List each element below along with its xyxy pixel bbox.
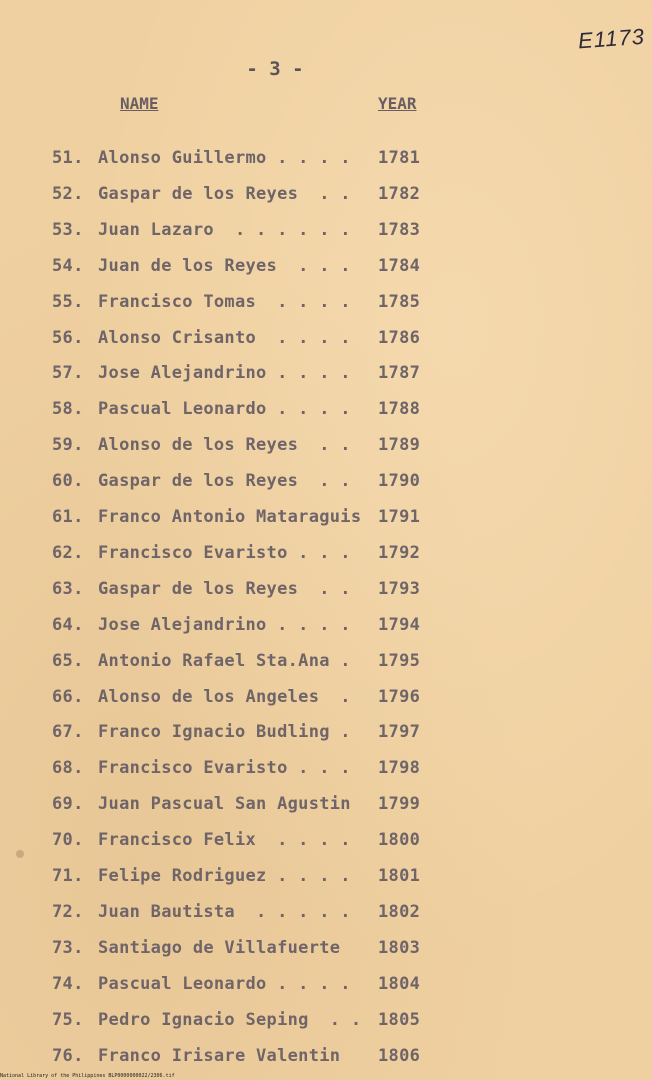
entry-number: 71. bbox=[52, 866, 84, 886]
entry-year: 1798 bbox=[378, 758, 421, 779]
list-item bbox=[52, 615, 442, 639]
entry-number: 63. bbox=[52, 578, 84, 599]
entry-number: 62. bbox=[52, 542, 84, 563]
entry-number: 54. bbox=[52, 255, 84, 276]
list-item bbox=[52, 292, 442, 316]
entry-year: 1802 bbox=[378, 901, 421, 922]
entry-year: 1785 bbox=[378, 291, 421, 312]
entry-number: 64. bbox=[52, 614, 84, 635]
list-item bbox=[52, 758, 442, 782]
entry-name: Francisco Evaristo . . . bbox=[98, 542, 351, 563]
entry-number: 65. bbox=[52, 650, 84, 671]
entry-number: 51. bbox=[52, 148, 84, 168]
entry-year: 1783 bbox=[378, 219, 421, 240]
entry-number: 60. bbox=[52, 471, 84, 492]
entry-year: 1804 bbox=[378, 973, 421, 994]
list-item bbox=[52, 256, 442, 280]
entry-name: Francisco Tomas . . . . bbox=[98, 291, 351, 312]
entry-name: Franco Irisare Valentin bbox=[98, 1045, 351, 1066]
list-item bbox=[52, 1046, 442, 1070]
entry-name: Felipe Rodriguez . . . . bbox=[98, 866, 351, 886]
list-item bbox=[52, 830, 442, 854]
entry-year: 1789 bbox=[378, 435, 421, 456]
entry-name: Gaspar de los Reyes . . bbox=[98, 578, 351, 599]
list-item bbox=[52, 328, 442, 352]
entry-name: Juan Bautista . . . . . bbox=[98, 901, 351, 922]
footer-source-line: National Library of the Philippines BLP0000000022/2306.tif bbox=[0, 1073, 175, 1079]
entry-year: 1792 bbox=[378, 542, 421, 563]
entry-number: 59. bbox=[52, 435, 84, 456]
entry-number: 76. bbox=[52, 1045, 84, 1066]
column-header-year: YEAR bbox=[378, 94, 417, 113]
entry-name: Pascual Leonardo . . . . bbox=[98, 399, 351, 420]
entry-name: Alonso Guillermo . . . . bbox=[98, 148, 351, 168]
entry-name: Juan de los Reyes . . . bbox=[98, 255, 351, 276]
paper-speck bbox=[16, 850, 24, 858]
entry-year: 1788 bbox=[378, 399, 421, 420]
archive-reference-number: E1173 bbox=[577, 23, 646, 54]
entry-name: Jose Alejandrino . . . . bbox=[98, 614, 351, 635]
list-item bbox=[52, 687, 442, 711]
entry-name: Francisco Evaristo . . . bbox=[98, 758, 351, 779]
list-item bbox=[52, 794, 442, 818]
list-item bbox=[52, 543, 442, 567]
entry-name: Jose Alejandrino . . . . bbox=[98, 363, 351, 384]
entry-year: 1803 bbox=[378, 937, 421, 958]
list-item bbox=[52, 938, 442, 962]
list-item bbox=[52, 184, 442, 208]
column-header-name: NAME bbox=[120, 94, 159, 113]
entry-number: 69. bbox=[52, 794, 84, 815]
entry-number: 57. bbox=[52, 363, 84, 384]
entry-number: 72. bbox=[52, 901, 84, 922]
entry-name: Gaspar de los Reyes . . bbox=[98, 183, 351, 204]
entry-number: 58. bbox=[52, 399, 84, 420]
entry-year: 1784 bbox=[378, 255, 421, 276]
entry-number: 55. bbox=[52, 291, 84, 312]
entry-name: Santiago de Villafuerte bbox=[98, 937, 351, 958]
entry-number: 68. bbox=[52, 758, 84, 779]
entry-name: Franco Antonio Mataraguis bbox=[98, 507, 362, 527]
entry-year: 1795 bbox=[378, 650, 421, 671]
entry-year: 1800 bbox=[378, 830, 421, 851]
entry-year: 1791 bbox=[378, 507, 421, 527]
entry-number: 61. bbox=[52, 507, 84, 527]
list-item bbox=[52, 1010, 442, 1034]
entry-year: 1799 bbox=[378, 794, 421, 815]
list-item bbox=[52, 363, 442, 387]
list-item bbox=[52, 902, 442, 926]
entry-year: 1797 bbox=[378, 722, 421, 743]
list-item bbox=[52, 148, 442, 172]
entry-year: 1796 bbox=[378, 686, 421, 707]
list-item bbox=[52, 435, 442, 459]
entry-name: Antonio Rafael Sta.Ana . bbox=[98, 650, 351, 671]
entry-name: Alonso Crisanto . . . . bbox=[98, 327, 351, 348]
entry-number: 75. bbox=[52, 1009, 84, 1030]
list-item bbox=[52, 866, 442, 890]
entry-number: 66. bbox=[52, 686, 84, 707]
entry-name: Gaspar de los Reyes . . bbox=[98, 471, 351, 492]
entry-year: 1805 bbox=[378, 1009, 421, 1030]
list-item bbox=[52, 220, 442, 244]
entry-year: 1787 bbox=[378, 363, 421, 384]
entry-number: 67. bbox=[52, 722, 84, 743]
page-number: - 3 - bbox=[246, 58, 304, 80]
list-item bbox=[52, 974, 442, 998]
list-item bbox=[52, 579, 442, 603]
entry-year: 1782 bbox=[378, 183, 421, 204]
entry-number: 70. bbox=[52, 830, 84, 851]
entry-year: 1794 bbox=[378, 614, 421, 635]
entry-number: 56. bbox=[52, 327, 84, 348]
entry-year: 1790 bbox=[378, 471, 421, 492]
entry-name: Alonso de los Reyes . . bbox=[98, 435, 351, 456]
list-item bbox=[52, 507, 442, 531]
entry-number: 74. bbox=[52, 973, 84, 994]
entry-name: Alonso de los Angeles . bbox=[98, 686, 351, 707]
entry-year: 1786 bbox=[378, 327, 421, 348]
entry-name: Francisco Felix . . . . bbox=[98, 830, 351, 851]
list-item bbox=[52, 471, 442, 495]
entry-name: Juan Lazaro . . . . . . bbox=[98, 219, 351, 240]
entry-name: Franco Ignacio Budling . bbox=[98, 722, 351, 743]
entry-name: Juan Pascual San Agustin bbox=[98, 794, 351, 815]
list-item bbox=[52, 722, 442, 746]
list-item bbox=[52, 399, 442, 423]
list-item bbox=[52, 651, 442, 675]
entry-number: 53. bbox=[52, 219, 84, 240]
entry-year: 1801 bbox=[378, 866, 421, 886]
entry-number: 73. bbox=[52, 937, 84, 958]
entry-name: Pascual Leonardo . . . . bbox=[98, 973, 351, 994]
entry-name: Pedro Ignacio Seping . . bbox=[98, 1009, 362, 1030]
entry-year: 1793 bbox=[378, 578, 421, 599]
entry-year: 1781 bbox=[378, 148, 421, 168]
entry-number: 52. bbox=[52, 183, 84, 204]
entry-year: 1806 bbox=[378, 1045, 421, 1066]
